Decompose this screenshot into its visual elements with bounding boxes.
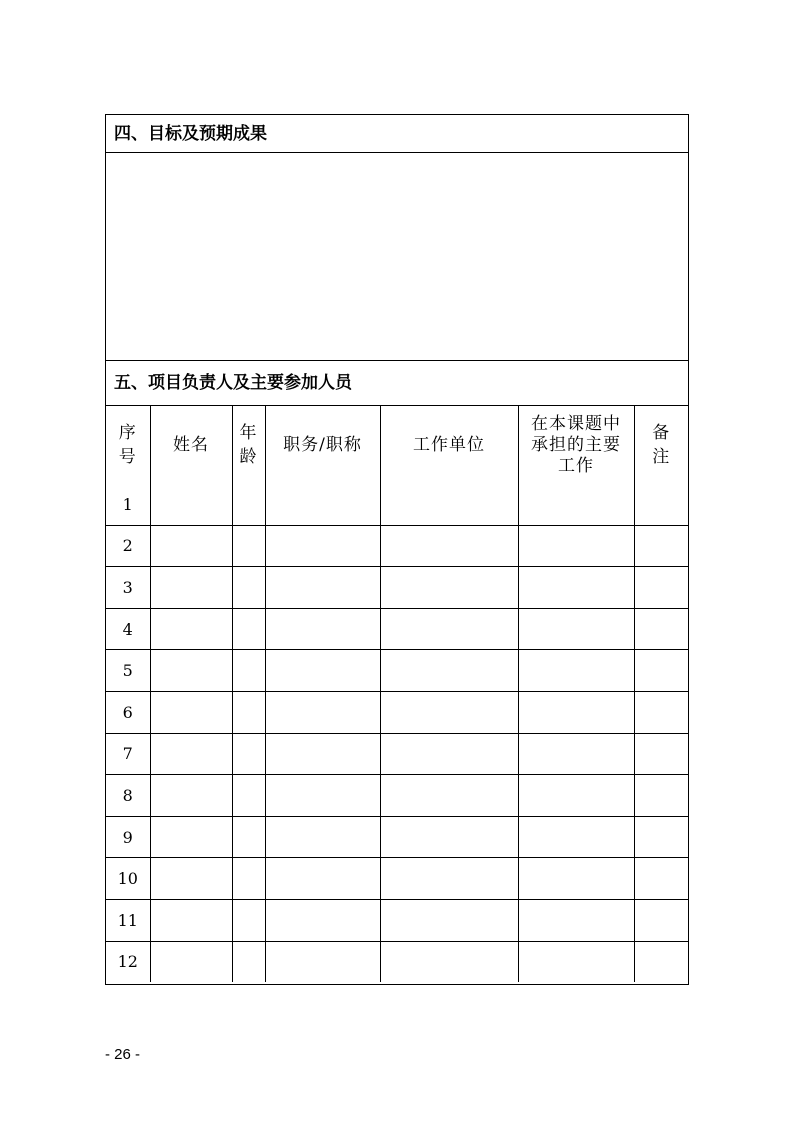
position-cell[interactable] [265,525,380,567]
position-cell[interactable] [265,899,380,941]
work-unit-cell[interactable] [380,484,518,525]
age-cell[interactable] [232,858,265,900]
age-cell[interactable] [232,775,265,817]
main-work-cell[interactable] [518,525,634,567]
table-row [106,525,688,567]
name-cell[interactable] [150,691,232,733]
remarks-cell[interactable] [634,608,688,650]
table-row [106,899,688,941]
main-work-cell[interactable] [518,775,634,817]
main-work-cell[interactable] [518,816,634,858]
table-row [106,608,688,650]
row-number: 10 [106,858,150,900]
work-unit-cell[interactable] [380,650,518,692]
name-cell[interactable] [150,525,232,567]
page-number: - 26 - [105,1046,141,1063]
work-unit-cell[interactable] [380,567,518,609]
age-cell[interactable] [232,941,265,982]
remarks-cell[interactable] [634,567,688,609]
remarks-cell[interactable] [634,816,688,858]
remarks-cell[interactable] [634,941,688,982]
row-number: 3 [106,567,150,609]
position-cell[interactable] [265,775,380,817]
main-work-cell[interactable] [518,691,634,733]
work-unit-cell[interactable] [380,775,518,817]
position-cell[interactable] [265,484,380,525]
name-cell[interactable] [150,899,232,941]
header-main-work: 在本课题中承担的主要工作 [518,406,634,484]
table-row [106,567,688,609]
name-cell[interactable] [150,484,232,525]
work-unit-cell[interactable] [380,691,518,733]
name-cell[interactable] [150,608,232,650]
header-age: 年龄 [232,406,265,484]
row-number: 2 [106,525,150,567]
row-number: 6 [106,691,150,733]
section4-title: 四、目标及预期成果 [106,115,688,153]
table-row [106,775,688,817]
main-work-cell[interactable] [518,941,634,982]
work-unit-cell[interactable] [380,816,518,858]
main-work-cell[interactable] [518,484,634,525]
application-form [105,114,689,985]
age-cell[interactable] [232,650,265,692]
position-cell[interactable] [265,691,380,733]
row-number: 5 [106,650,150,692]
work-unit-cell[interactable] [380,733,518,775]
position-cell[interactable] [265,608,380,650]
work-unit-cell[interactable] [380,608,518,650]
row-number: 12 [106,941,150,982]
name-cell[interactable] [150,941,232,982]
section5-title: 五、项目负责人及主要参加人员 [106,361,688,406]
header-work-unit: 工作单位 [380,406,518,484]
remarks-cell[interactable] [634,691,688,733]
main-work-cell[interactable] [518,650,634,692]
age-cell[interactable] [232,608,265,650]
main-work-cell[interactable] [518,733,634,775]
header-name: 姓名 [150,406,232,484]
position-cell[interactable] [265,733,380,775]
age-cell[interactable] [232,567,265,609]
table-row [106,691,688,733]
position-cell[interactable] [265,567,380,609]
position-cell[interactable] [265,941,380,982]
header-seq: 序号 [106,406,150,484]
table-row [106,484,688,525]
name-cell[interactable] [150,650,232,692]
name-cell[interactable] [150,775,232,817]
header-position-title: 职务/职称 [265,406,380,484]
position-cell[interactable] [265,858,380,900]
remarks-cell[interactable] [634,650,688,692]
age-cell[interactable] [232,899,265,941]
name-cell[interactable] [150,567,232,609]
work-unit-cell[interactable] [380,525,518,567]
main-work-cell[interactable] [518,608,634,650]
main-work-cell[interactable] [518,899,634,941]
row-number: 9 [106,816,150,858]
name-cell[interactable] [150,733,232,775]
position-cell[interactable] [265,816,380,858]
remarks-cell[interactable] [634,525,688,567]
row-number: 11 [106,899,150,941]
age-cell[interactable] [232,525,265,567]
table-header-row [106,406,688,484]
work-unit-cell[interactable] [380,899,518,941]
table-row [106,650,688,692]
table-row [106,941,688,982]
table-row [106,858,688,900]
remarks-cell[interactable] [634,858,688,900]
age-cell[interactable] [232,691,265,733]
remarks-cell[interactable] [634,733,688,775]
table-row [106,816,688,858]
remarks-cell[interactable] [634,775,688,817]
table-row [106,733,688,775]
age-cell[interactable] [232,733,265,775]
personnel-table [106,406,688,982]
main-work-cell[interactable] [518,567,634,609]
row-number: 1 [106,484,150,525]
main-work-cell[interactable] [518,858,634,900]
row-number: 4 [106,608,150,650]
age-cell[interactable] [232,816,265,858]
header-remarks: 备注 [634,406,688,484]
row-number: 7 [106,733,150,775]
goals-outcomes-field[interactable] [106,153,688,361]
name-cell[interactable] [150,858,232,900]
remarks-cell[interactable] [634,899,688,941]
work-unit-cell[interactable] [380,941,518,982]
work-unit-cell[interactable] [380,858,518,900]
name-cell[interactable] [150,816,232,858]
remarks-cell[interactable] [634,484,688,525]
age-cell[interactable] [232,484,265,525]
row-number: 8 [106,775,150,817]
position-cell[interactable] [265,650,380,692]
